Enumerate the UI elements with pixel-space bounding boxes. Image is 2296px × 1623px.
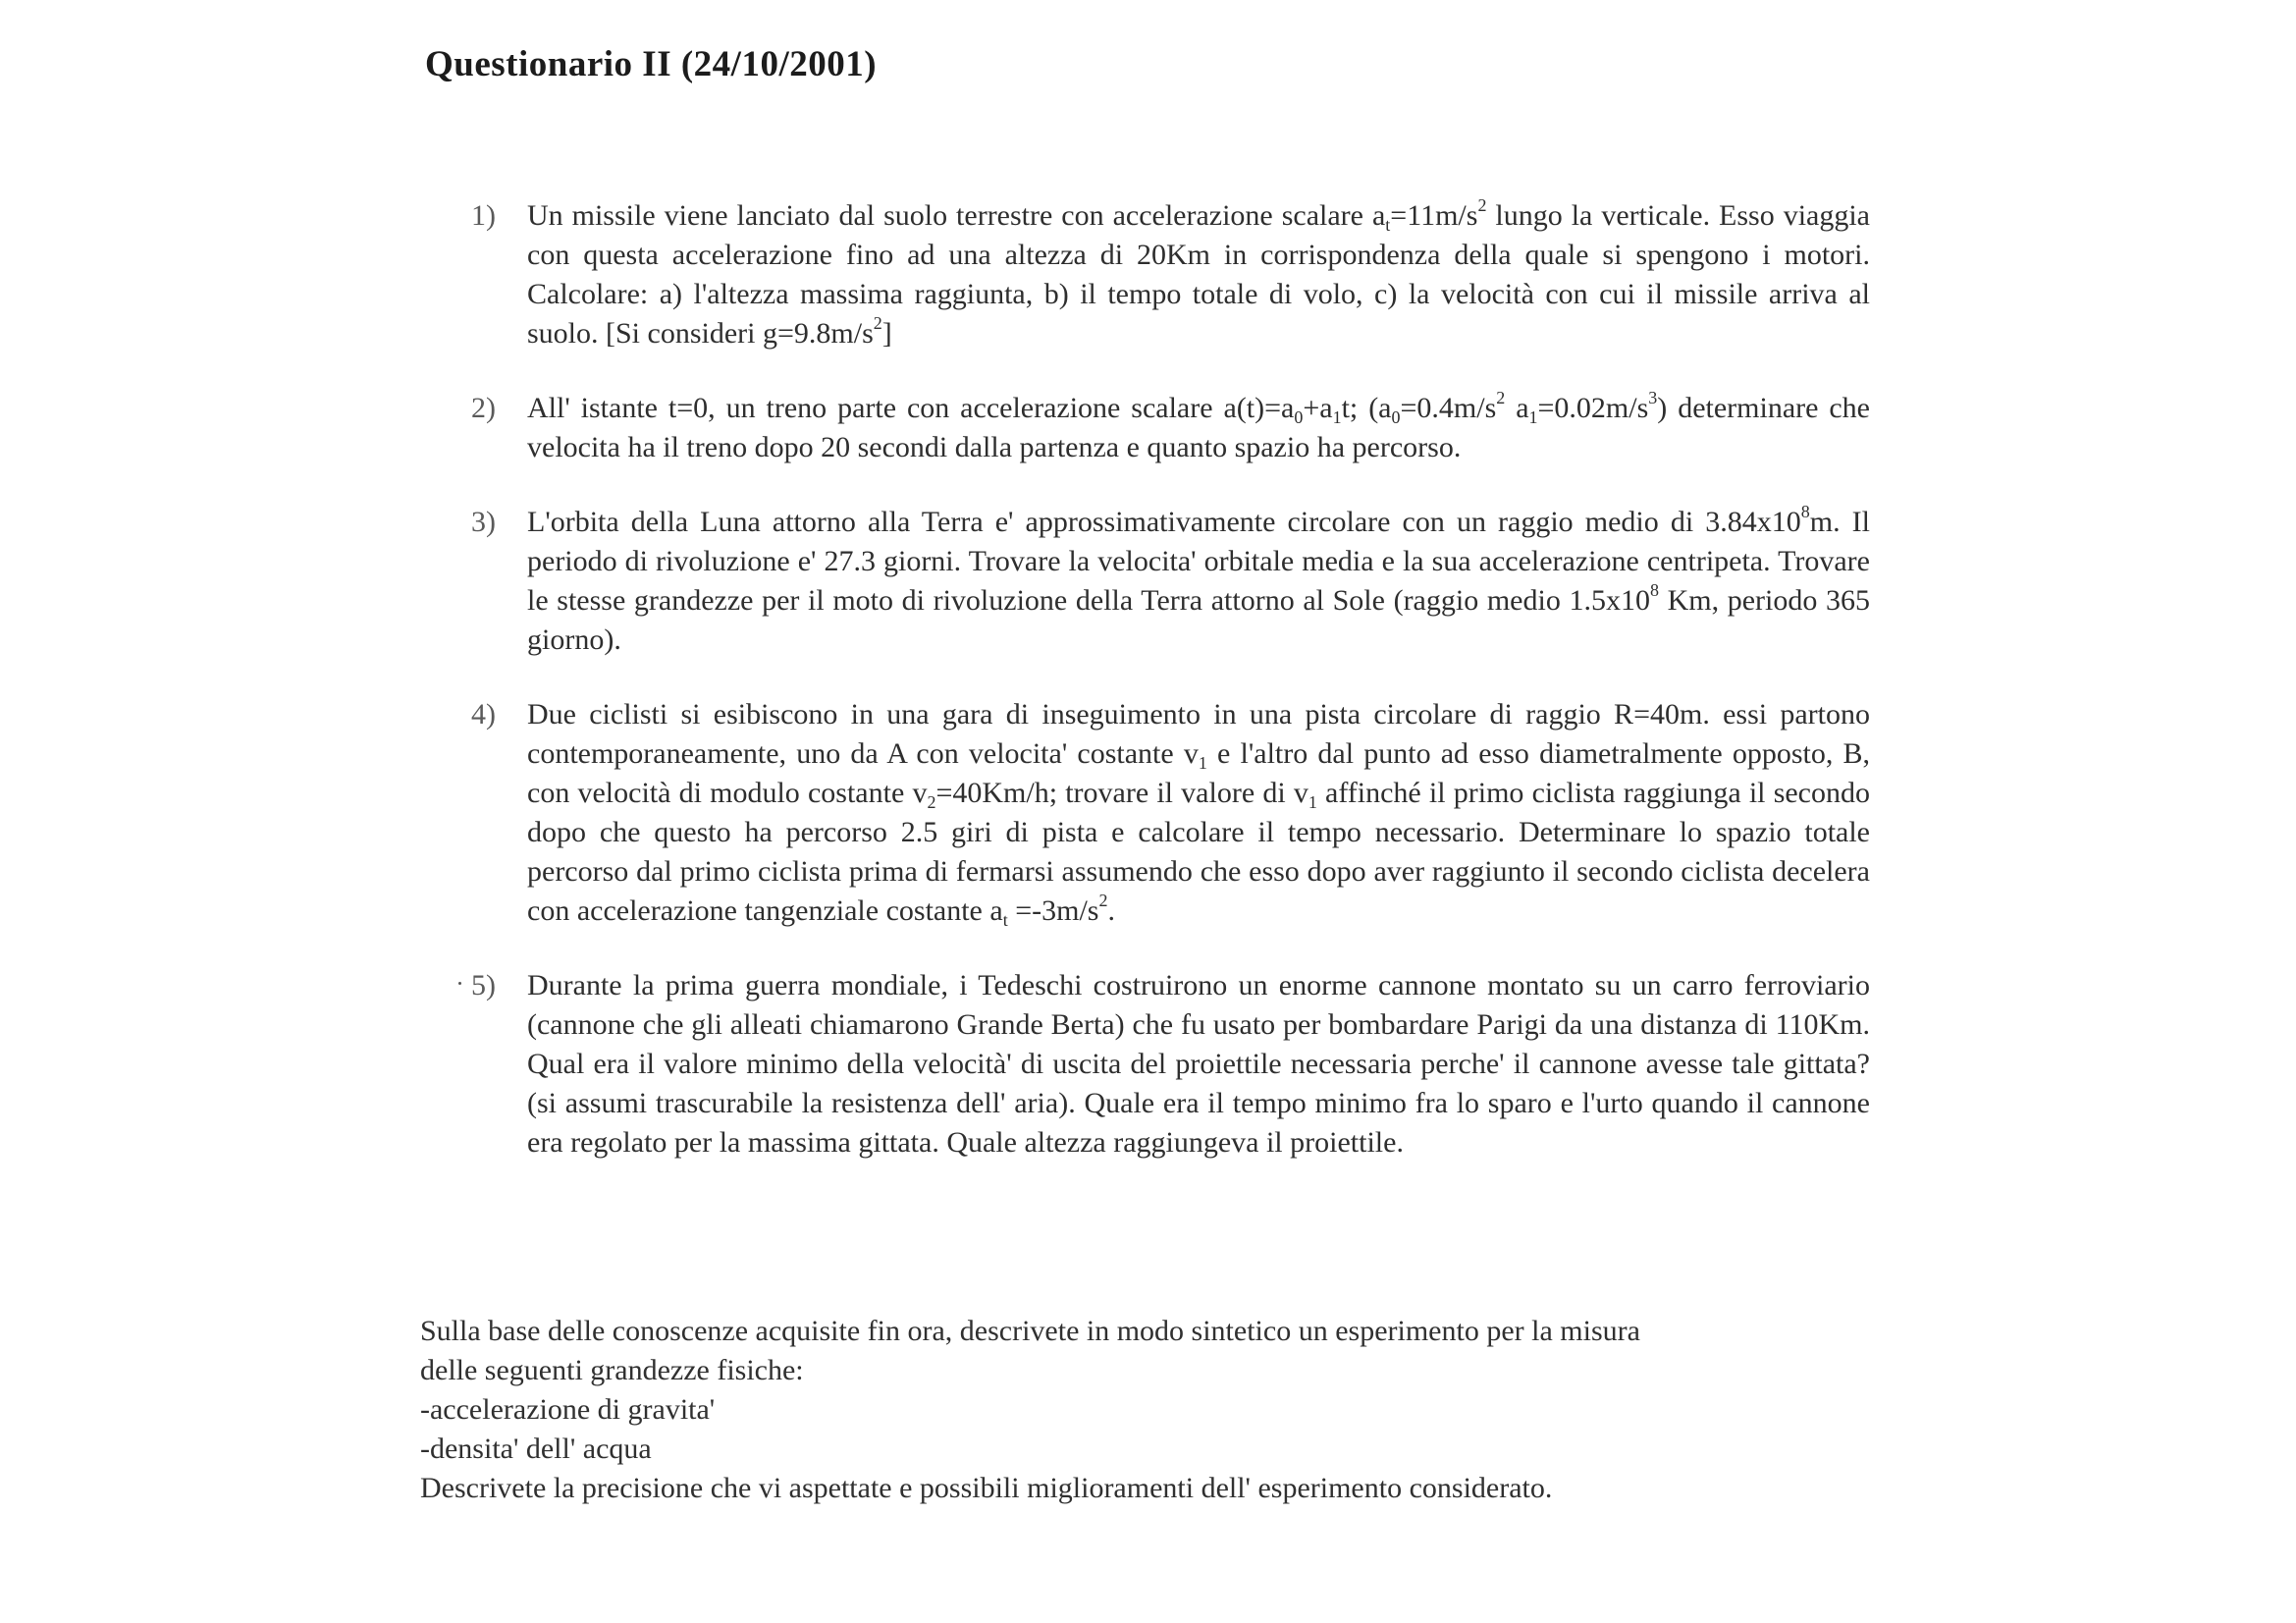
problem-number: 4) <box>471 698 496 730</box>
problem-4 <box>471 695 1870 931</box>
problem-1 <box>471 196 1870 353</box>
problem-3 <box>471 503 1870 660</box>
problem-text: Un missile viene lanciato dal suolo terrestre con accelerazione scalare $a_t=11m/s^2$ lungo la verticale. Esso viaggia con questa accelerazione fino ad una altezza di 20Km in corrispondenza della quale si spengono i motori. Calcolare: a) l'altezza massima raggiunta, b) il tempo totale di volo, c) la velocità con cui il missile arriva al suolo. [Si consideri $g=9.8m/s^2$] <box>527 195 1870 350</box>
problem-5 <box>471 966 1870 1163</box>
problem-number: 2) <box>471 392 496 424</box>
problem-text: L'orbita della Luna attorno alla Terra e' approssimativamente circolare con un raggio medio di $3.84x10^8m$. Il periodo di rivoluzione e' 27.3 giorni. Trovare la velocita' orbitale media e la sua accelerazione centripeta. Trovare le stesse grandezze per il moto di rivoluzione della Terra attorno al Sole (raggio medio $1.5x10^8$ Km, periodo 365 giorno). <box>527 502 1871 656</box>
closing-line: -densita' dell' acqua <box>420 1433 652 1465</box>
problem-number: 1) <box>471 199 496 232</box>
closing-instructions <box>420 1312 1873 1508</box>
problem-text: Durante la prima guerra mondiale, i Tedeschi costruirono un enorme cannone montato su un carro ferroviario (cannone che gli alleati chiamarono Grande Berta) che fu usato per bombardare Parigi da una distanza di 110Km. Qual era il valore minimo della velocità' di uscita del proiettile necessaria perche' il cannone avesse tale gittata? (si assumi trascurabile la resistenza dell' aria). Quale era il tempo minimo fra lo sparo e l'urto quando il cannone era regolato per la massima gittata. Quale altezza raggiungeva il proiettile. <box>527 969 1870 1159</box>
problem-number: 3) <box>471 506 496 538</box>
problem-text: All' istante t=0, un treno parte con accelerazione scalare $a(t)=a_0+a_1t$; ($a_0=0.4m/s^2$ $a_1=0.02m/s^3$) determinare che velocita ha il treno dopo 20 secondi dalla partenza e quanto spazio ha percorso. <box>527 388 1870 463</box>
problem-2 <box>471 389 1870 467</box>
page-title: Questionario II (24/10/2001) <box>425 44 878 84</box>
scan-speck <box>458 982 461 985</box>
closing-line: Sulla base delle conoscenze acquisite fin ora, descrivete in modo sintetico un esperimento per la misura <box>420 1315 1640 1347</box>
problem-number: 5) <box>471 969 496 1001</box>
problem-text: Due ciclisti si esibiscono in una gara di inseguimento in una pista circolare di raggio R=40m. essi partono contemporaneamente, uno da A con velocita' costante $v_1$ e l'altro dal punto ad esso diametralmente opposto, B, con velocità di modulo costante $v_2=40Km/h$; trovare il valore di $v_1$ affinché il primo ciclista raggiunga il secondo dopo che questo ha percorso 2.5 giri di pista e calcolare il tempo necessario. Determinare lo spazio totale percorso dal primo ciclista prima di fermarsi assumendo che esso dopo aver raggiunto il secondo ciclista decelera con accelerazione tangenziale costante $a_t =-3m/s^2$. <box>527 698 1871 930</box>
problem-list <box>471 196 1870 1198</box>
closing-line: delle seguenti grandezze fisiche: <box>420 1354 804 1386</box>
closing-line: -accelerazione di gravita' <box>420 1393 716 1426</box>
closing-line: Descrivete la precisione che vi aspettate e possibili miglioramenti dell' esperimento considerato. <box>420 1472 1553 1504</box>
